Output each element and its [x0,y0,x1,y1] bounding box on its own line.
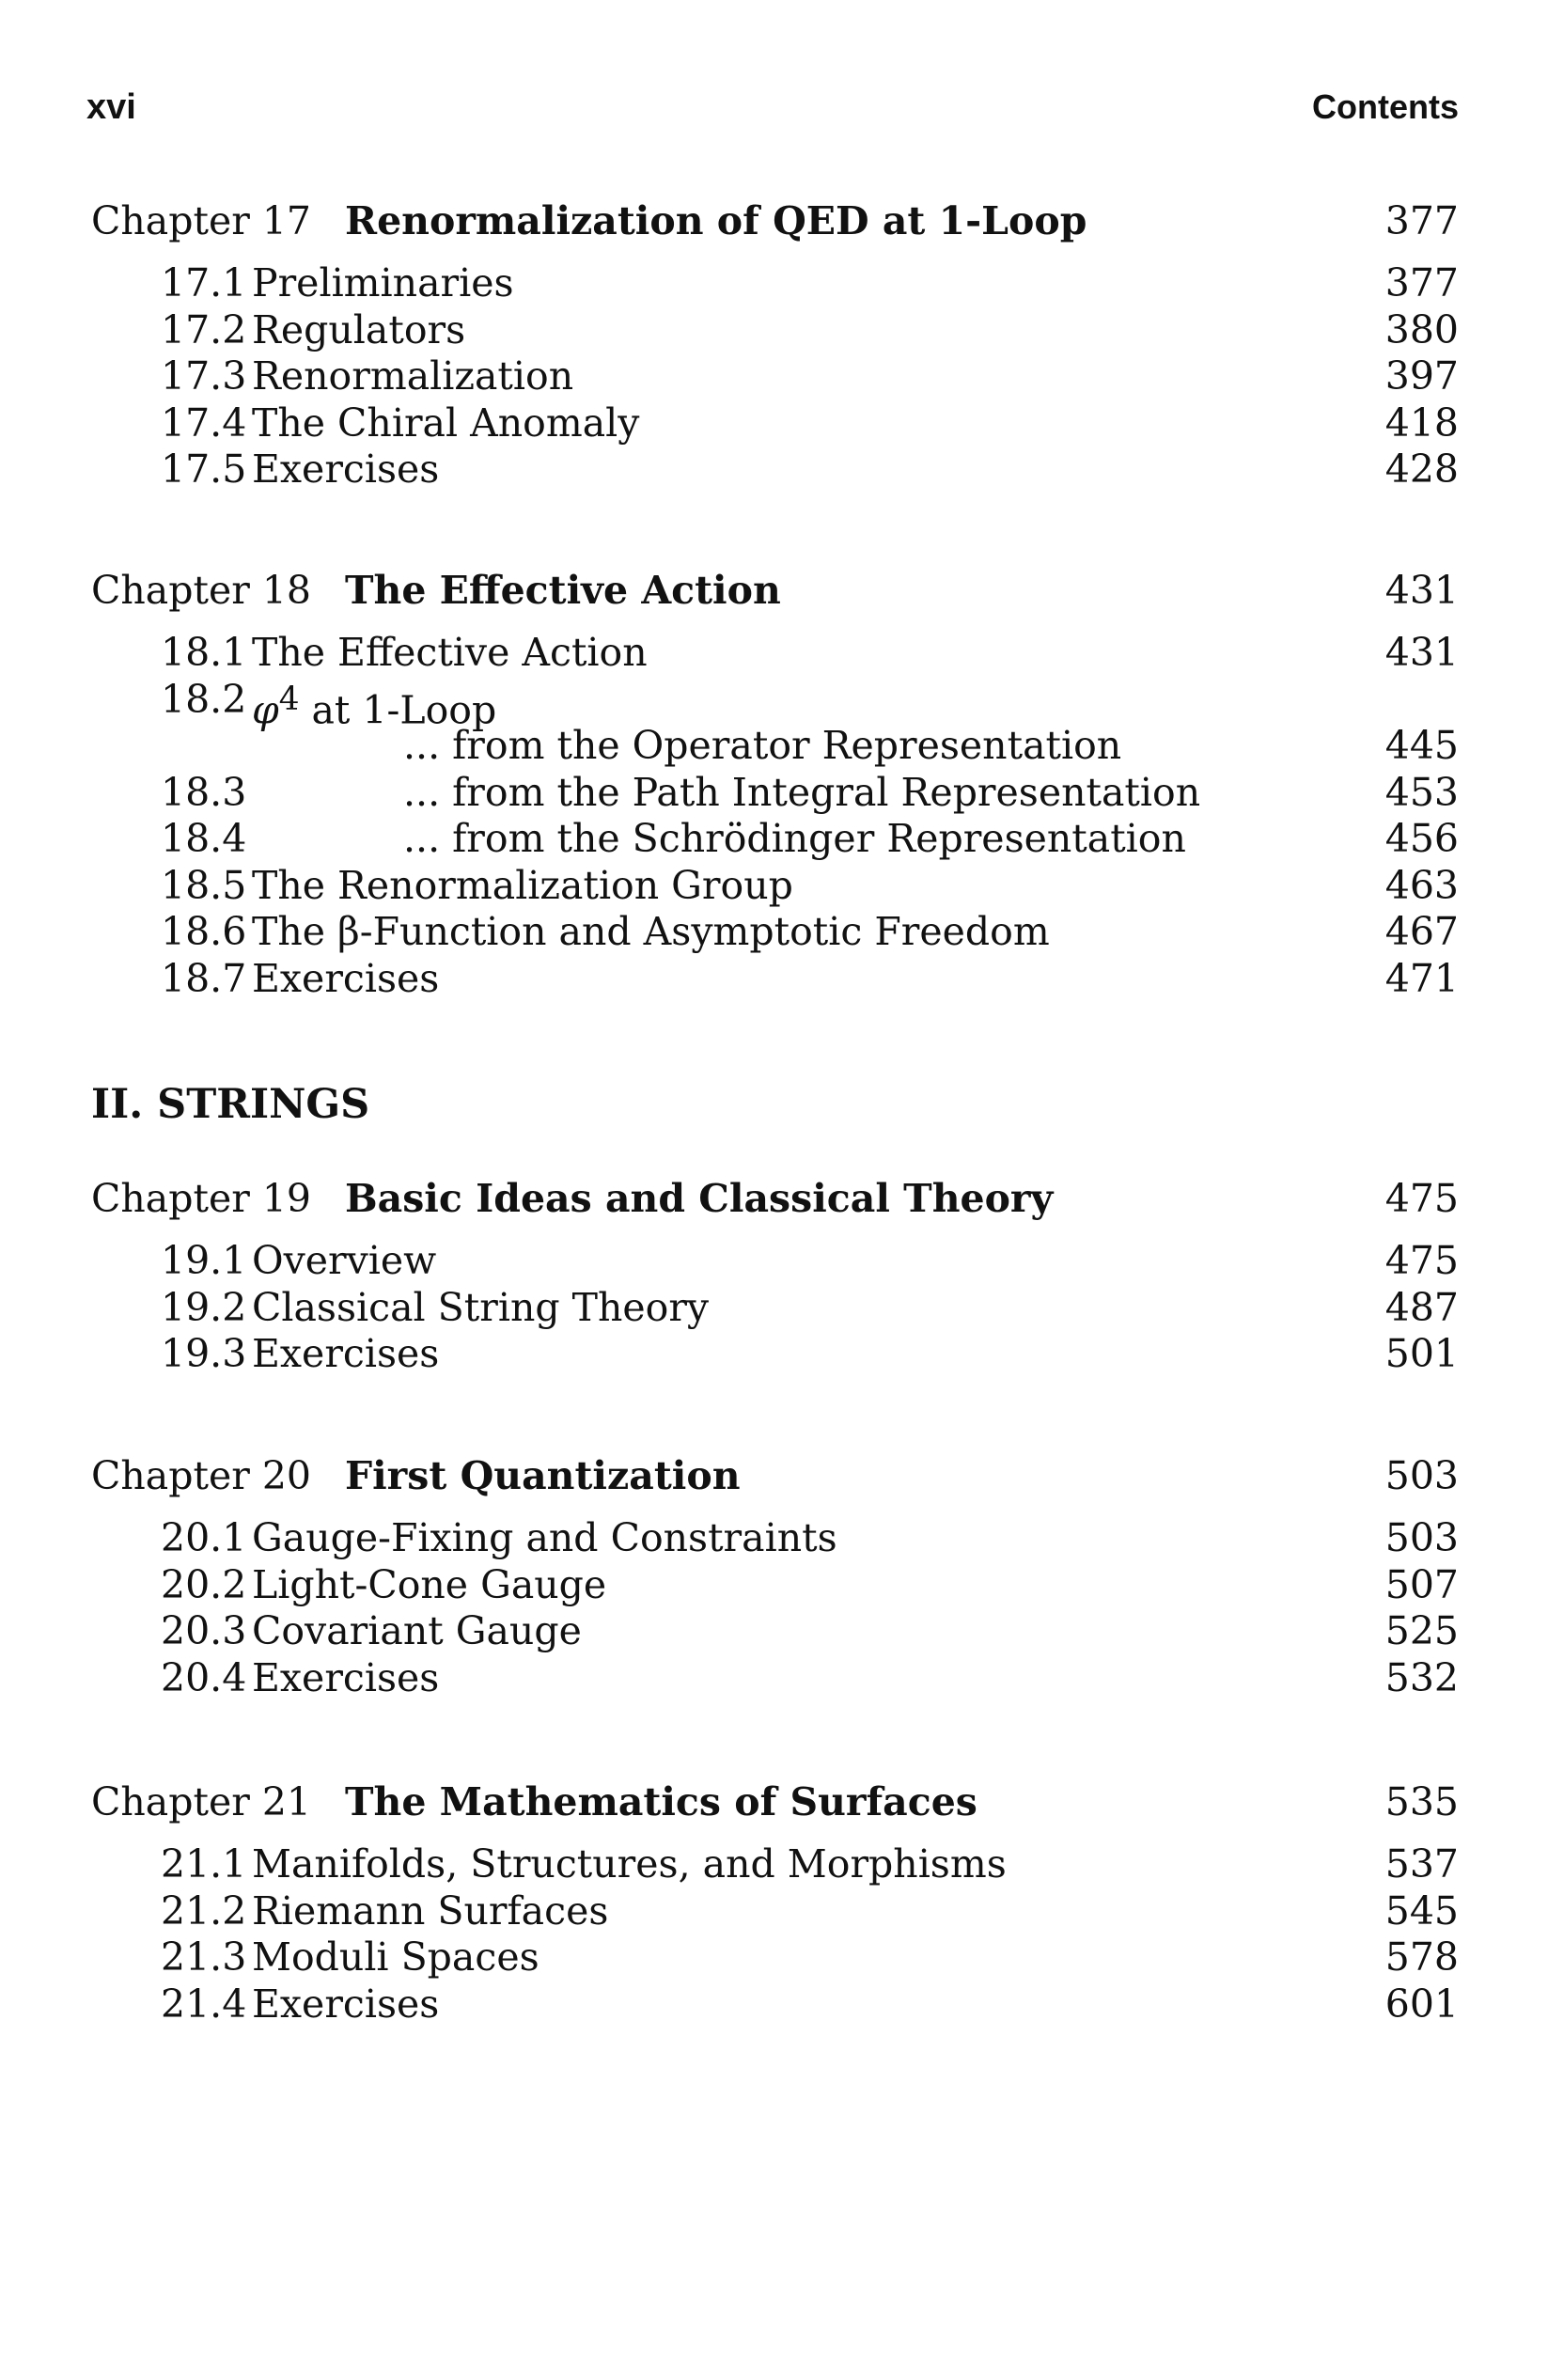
running-title: Contents [1312,87,1459,126]
chapter-19-entry [91,1170,1459,1378]
section-title: The Chiral Anomaly [252,399,640,446]
section-title: ... from the Path Integral Representation [403,769,1201,815]
section-page: 380 [1384,306,1459,352]
section-page: 525 [1384,1608,1459,1653]
chapter-heading [91,562,1459,618]
section-row [161,1841,1459,1888]
section-page: 445 [1384,723,1459,768]
section-title: Overview [252,1238,437,1283]
section-row [161,1888,1459,1935]
section-page: 463 [1384,862,1459,908]
section-page: 507 [1384,1561,1459,1607]
section-title: Regulators [252,306,466,352]
section-number: 21.4 [161,1981,247,2027]
section-title: ... from the Operator Representation [403,723,1122,768]
section-row [161,956,1459,1003]
section-title: Preliminaries [252,260,514,305]
section-page: 532 [1384,1654,1459,1700]
section-list [161,1515,1459,1701]
section-number: 17.3 [161,353,247,399]
section-page: 487 [1384,1284,1459,1330]
section-page: 601 [1384,1981,1459,2027]
section-list [161,1238,1459,1378]
section-title: The Effective Action [252,630,648,675]
section-page: 453 [1384,769,1459,815]
section-page: 377 [1384,260,1459,305]
section-number: 17.4 [161,399,247,446]
section-title: The β-Function and Asymptotic Freedom [252,909,1050,954]
section-number: 20.4 [161,1654,247,1700]
section-row [161,1655,1459,1702]
section-number: 18.1 [161,630,247,675]
section-page: 456 [1384,816,1459,861]
section-title: The Renormalization Group [252,862,793,908]
section-title: Exercises [252,1654,440,1700]
section-page: 545 [1384,1887,1459,1934]
section-number: 18.6 [161,909,247,954]
section-title: Gauge-Fixing and Constraints [252,1515,837,1560]
section-number: 21.1 [161,1841,247,1887]
chapter-heading [91,1774,1459,1830]
section-title: Renormalization [252,353,574,399]
chapter-heading [91,1170,1459,1227]
section-row [161,1515,1459,1562]
section-number: 18.2 [161,676,247,722]
section-title: Moduli Spaces [252,1934,539,1980]
section-number: 17.5 [161,446,247,492]
phi-symbol: φ [252,687,279,733]
section-row [161,353,1459,400]
section-row [161,1608,1459,1655]
section-row [161,723,1459,770]
section-page: 475 [1384,1238,1459,1283]
section-list [161,630,1459,1002]
section-row [161,1981,1459,2028]
chapter-title: First Quantization [345,1453,741,1498]
chapter-page: 475 [1384,1176,1459,1221]
section-number: 21.3 [161,1934,247,1980]
section-number: 17.1 [161,260,247,305]
section-row [161,909,1459,956]
section-title: Riemann Surfaces [252,1887,609,1934]
section-row [161,446,1459,493]
section-page: 471 [1384,955,1459,1001]
section-page: 501 [1384,1331,1459,1376]
section-page: 431 [1384,630,1459,675]
section-row [161,400,1459,447]
section-row [161,1238,1459,1285]
section-row [161,1285,1459,1332]
section-title-text: at 1-Loop [299,687,497,733]
section-number: 20.1 [161,1515,247,1560]
section-title: ... from the Schrödinger Representation [403,816,1186,861]
section-title: Classical String Theory [252,1284,710,1330]
chapter-title: Renormalization of QED at 1-Loop [345,198,1087,243]
section-number: 18.4 [161,816,247,861]
chapter-label: Chapter 18 [91,568,312,613]
section-number: 20.2 [161,1561,247,1607]
chapter-heading [91,193,1459,249]
section-row [161,770,1459,817]
section-number: 20.3 [161,1608,247,1653]
page-number-header: xvi [86,87,136,127]
chapter-20-entry [91,1448,1459,1701]
section-number: 18.7 [161,955,247,1001]
section-row [161,1934,1459,1981]
section-row [161,307,1459,354]
chapter-title: The Effective Action [345,568,781,613]
section-number: 19.2 [161,1284,247,1330]
chapter-title: Basic Ideas and Classical Theory [345,1176,1054,1221]
section-page: 537 [1384,1841,1459,1887]
section-row [161,260,1459,307]
chapter-label: Chapter 19 [91,1176,312,1221]
section-number: 18.5 [161,862,247,908]
section-row [161,676,1459,733]
section-row [161,816,1459,863]
chapter-21-entry [91,1774,1459,2028]
section-title: Exercises [252,1331,440,1376]
section-title: Exercises [252,1981,440,2027]
section-page: 428 [1384,446,1459,492]
section-number: 19.1 [161,1238,247,1283]
section-number: 17.2 [161,306,247,352]
section-page: 397 [1384,353,1459,399]
section-number: 18.3 [161,769,247,815]
chapter-label: Chapter 21 [91,1779,312,1824]
section-list [161,1841,1459,2028]
section-title: Light-Cone Gauge [252,1561,607,1607]
chapter-17-entry [91,193,1459,493]
section-list [161,260,1459,493]
section-page: 467 [1384,909,1459,954]
chapter-page: 503 [1384,1453,1459,1498]
section-number: 21.2 [161,1887,247,1934]
chapter-18-entry [91,562,1459,1002]
section-row [161,863,1459,910]
section-page: 418 [1384,399,1459,446]
part-heading: II. STRINGS [91,1081,370,1128]
chapter-heading [91,1448,1459,1504]
section-title: Covariant Gauge [252,1608,582,1653]
chapter-page: 431 [1384,568,1459,613]
section-row [161,630,1459,677]
section-page: 503 [1384,1515,1459,1560]
chapter-page: 377 [1384,198,1459,243]
section-row [161,1562,1459,1609]
chapter-label: Chapter 17 [91,198,312,243]
phi-exponent: 4 [278,680,300,718]
chapter-label: Chapter 20 [91,1453,312,1498]
section-title: Exercises [252,955,440,1001]
section-title: Manifolds, Structures, and Morphisms [252,1841,1007,1887]
chapter-page: 535 [1384,1779,1459,1824]
section-row [161,1331,1459,1378]
chapter-title: The Mathematics of Surfaces [345,1779,977,1824]
section-number: 19.3 [161,1331,247,1376]
section-page: 578 [1384,1934,1459,1980]
section-title: Exercises [252,446,440,492]
